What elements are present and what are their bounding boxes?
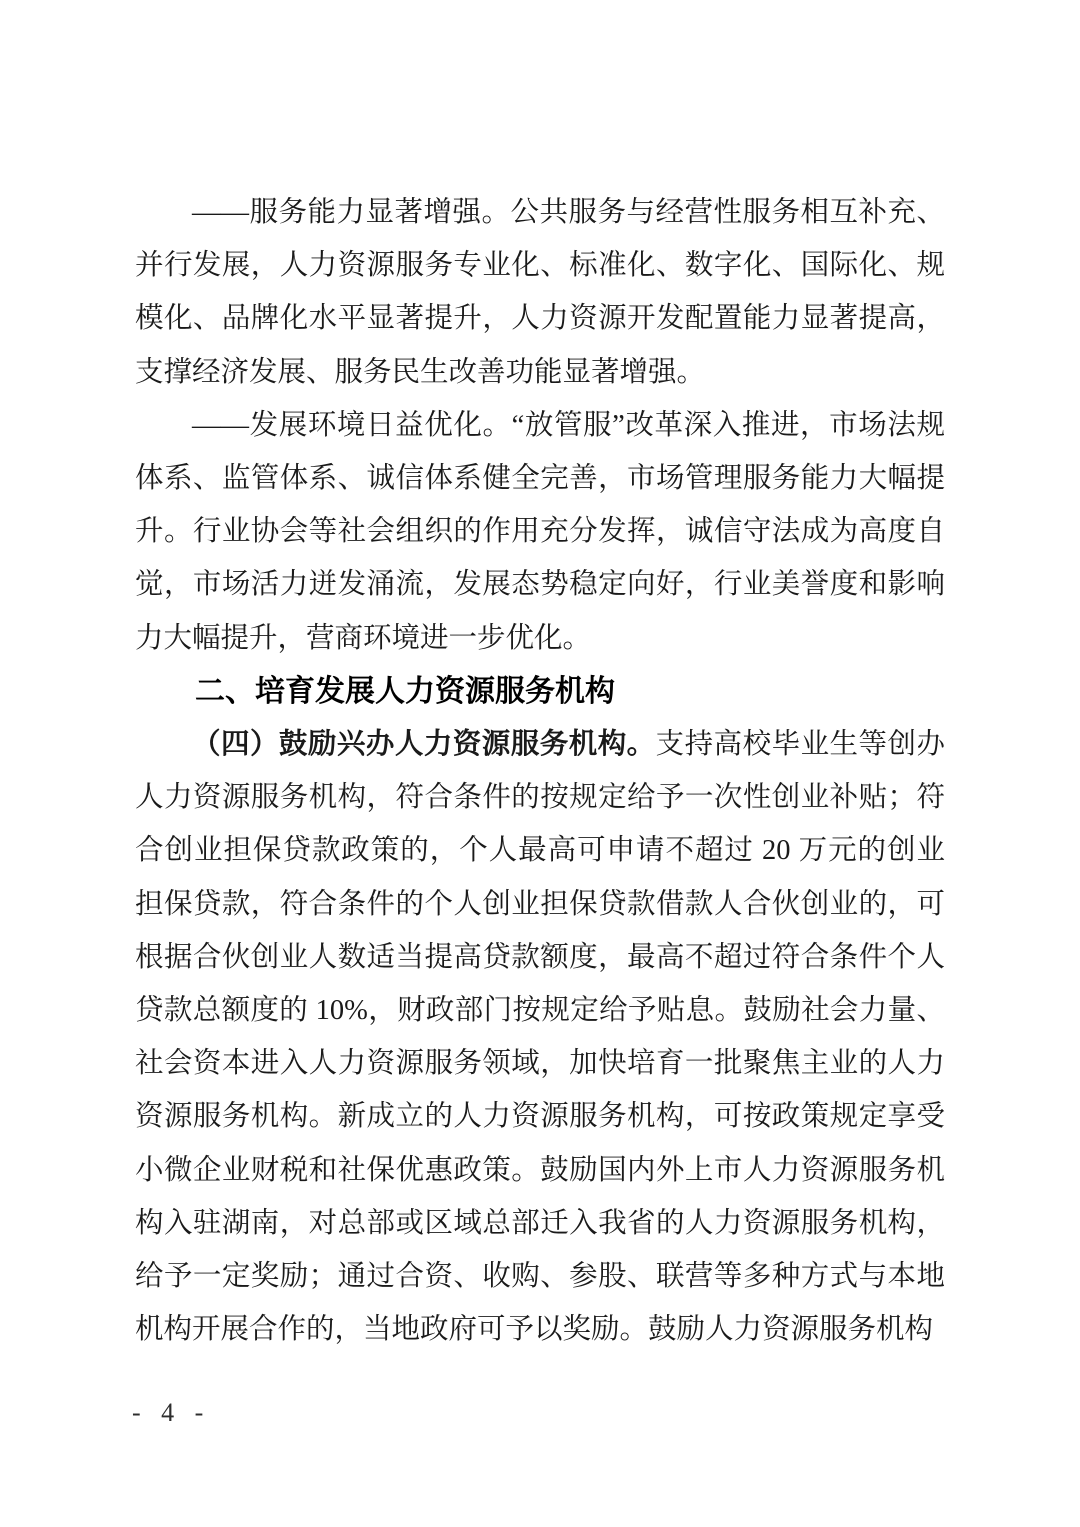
item-four-lead: （四）鼓励兴办人力资源服务机构。 xyxy=(192,729,656,761)
document-content xyxy=(135,186,945,1356)
item-four-body: 支持高校毕业生等创办人力资源服务机构，符合条件的按规定给予一次性创业补贴；符合创业担保贷款政策的，个人最高可申请不超过 20 万元的创业担保贷款，符合条件的个人创业担保贷款借款人合伙创业的，可根据合伙创业人数适当提高贷款额度，最高不超过符合条件个人贷款总额度的 10%，财政部门按规定给予贴息。鼓励社会力量、社会资本进入人力资源服务领域，加快培育一批聚焦主业的人力资源服务机构。新成立的人力资源服务机构，可按政策规定享受小微企业财税和社保优惠政策。鼓励国内外上市人力资源服务机构入驻湖南，对总部或区域总部迁入我省的人力资源服务机构，给予一定奖励；通过合资、收购、参股、联营等多种方式与本地机构开展合作的，当地政府可予以奖励。鼓励人力资源服务机构 xyxy=(135,729,945,1346)
paragraph-item-four xyxy=(135,718,945,1356)
page-number: - 4 - xyxy=(132,1398,211,1427)
section-heading: 二、培育发展人力资源服务机构 xyxy=(195,674,615,708)
paragraph-development-environment: ——发展环境日益优化。“放管服”改革深入推进，市场法规体系、监管体系、诚信体系健全完善，市场管理服务能力大幅提升。行业协会等社会组织的作用充分发挥，诚信守法成为高度自觉，市场活力迸发涌流，发展态势稳定向好，行业美誉度和影响力大幅提升，营商环境进一步优化。 xyxy=(135,409,945,654)
paragraph-service-capability: ——服务能力显著增强。公共服务与经营性服务相互补充、并行发展，人力资源服务专业化、标准化、数字化、国际化、规模化、品牌化水平显著提升，人力资源开发配置能力显著提高，支撑经济发展、服务民生改善功能显著增强。 xyxy=(135,197,945,388)
